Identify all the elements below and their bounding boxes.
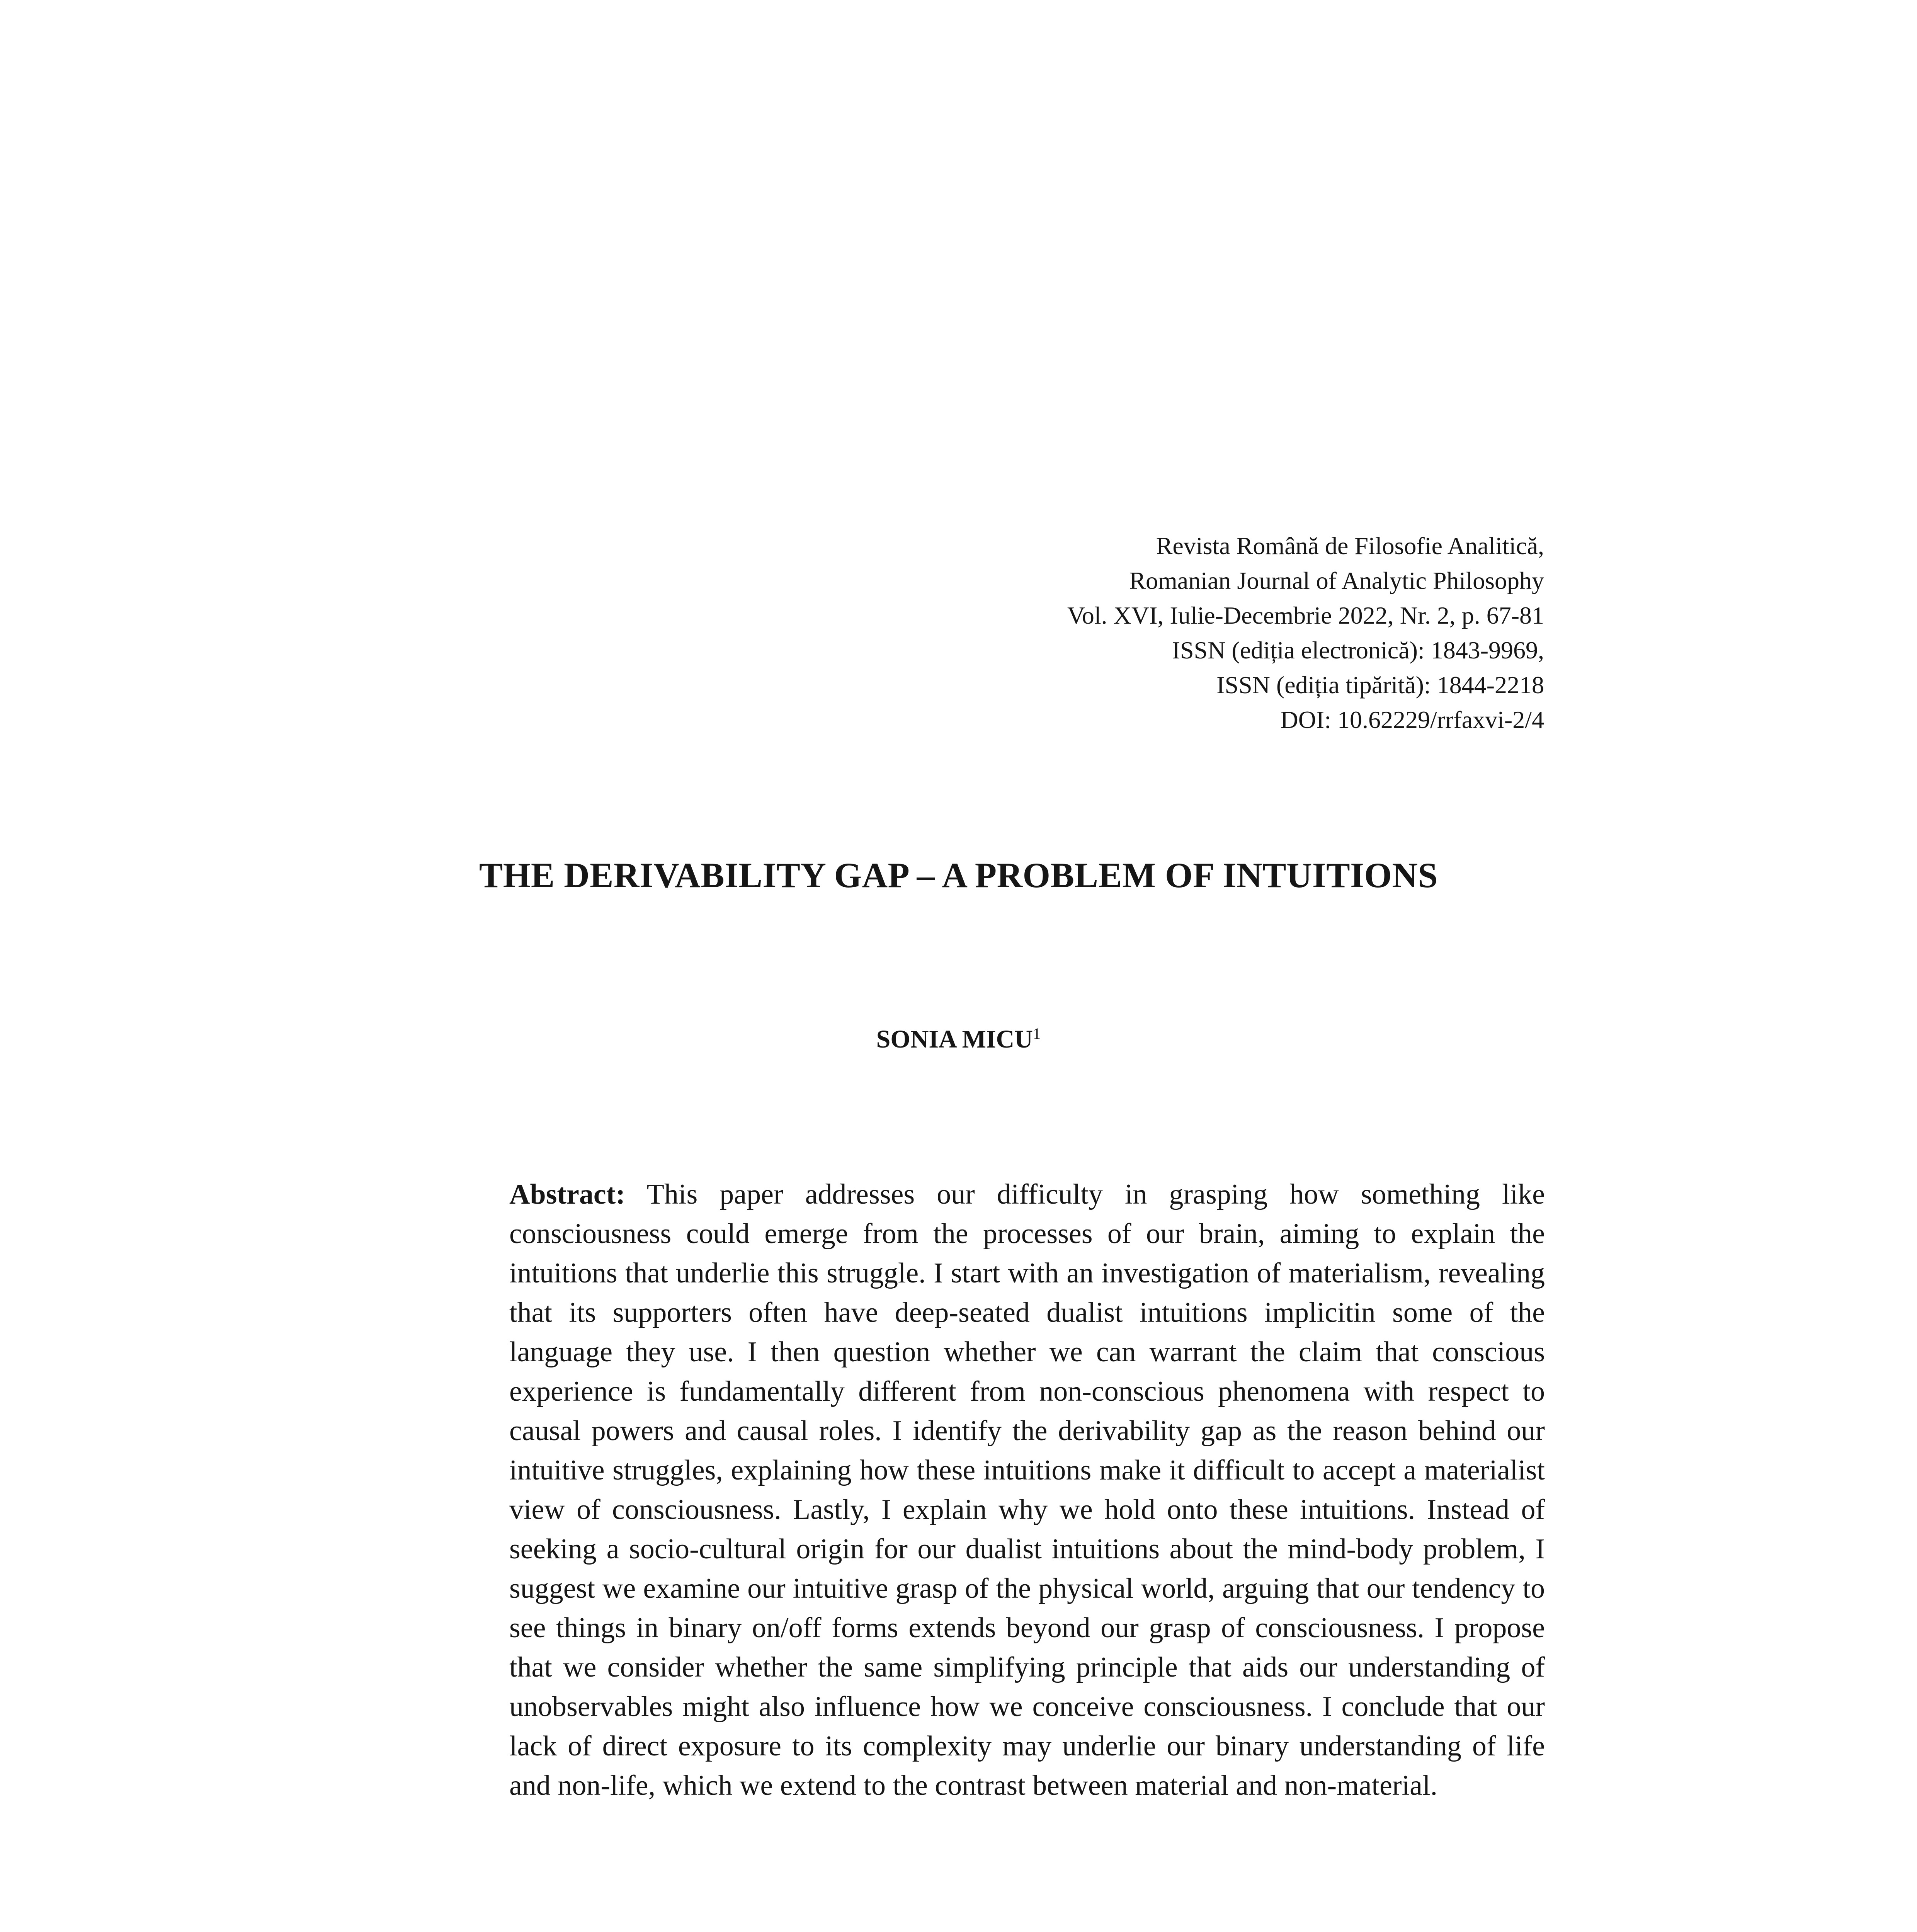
abstract-text: This paper addresses our difficulty in grasping how something like consciousness could emerge from the processes of our brain, aiming to explain the intuitions that underlie this struggle. I start with an investigation of materialism, revealing that its supporters often have deep-seated dualist intuitions implicitin some of the language they use. I then question whether we can warrant the claim that conscious experience is fundamentally different from non-conscious phenomena with respect to causal powers and causal roles. I identify the derivability gap as the reason behind our intuitive struggles, explaining how these intuitions make it difficult to accept a materialist view of consciousness. Lastly, I explain why we hold onto these intuitions. Instead of seeking a socio-cultural origin for our dualist intuitions about the mind-body problem, I suggest we examine our intuitive grasp of the physical world, arguing that our tendency to see things in binary on/off forms extends beyond our grasp of consciousness. I propose that we consider whether the same simplifying principle that aids our understanding of unobservables might also influence how we conceive consciousness. I conclude that our lack of direct exposure to its complexity may underlie our binary understanding of life and non-life, which we extend to the contrast between material and non-material.	[509, 1179, 1545, 1801]
author-footnote-marker: 1	[1032, 1025, 1041, 1043]
journal-volume: Vol. XVI, Iulie-Decembrie 2022, Nr. 2, p. 67-81	[1067, 602, 1544, 629]
journal-issn-print: ISSN (ediția tipărită): 1844-2218	[1216, 671, 1544, 699]
abstract	[509, 1175, 1545, 1805]
journal-issn-electronic: ISSN (ediția electronică): 1843-9969,	[1172, 636, 1544, 664]
paper-title: THE DERIVABILITY GAP – A PROBLEM OF INTUITIONS	[479, 855, 1438, 895]
journal-name-ro: Revista Română de Filosofie Analitică,	[1156, 532, 1544, 560]
journal-info	[617, 529, 1544, 737]
author	[0, 1022, 1917, 1057]
journal-name-en: Romanian Journal of Analytic Philosophy	[1129, 567, 1544, 594]
abstract-label: Abstract:	[509, 1179, 626, 1210]
author-name: SONIA MICU	[876, 1025, 1033, 1053]
journal-doi: DOI: 10.62229/rrfaxvi-2/4	[1280, 706, 1544, 733]
